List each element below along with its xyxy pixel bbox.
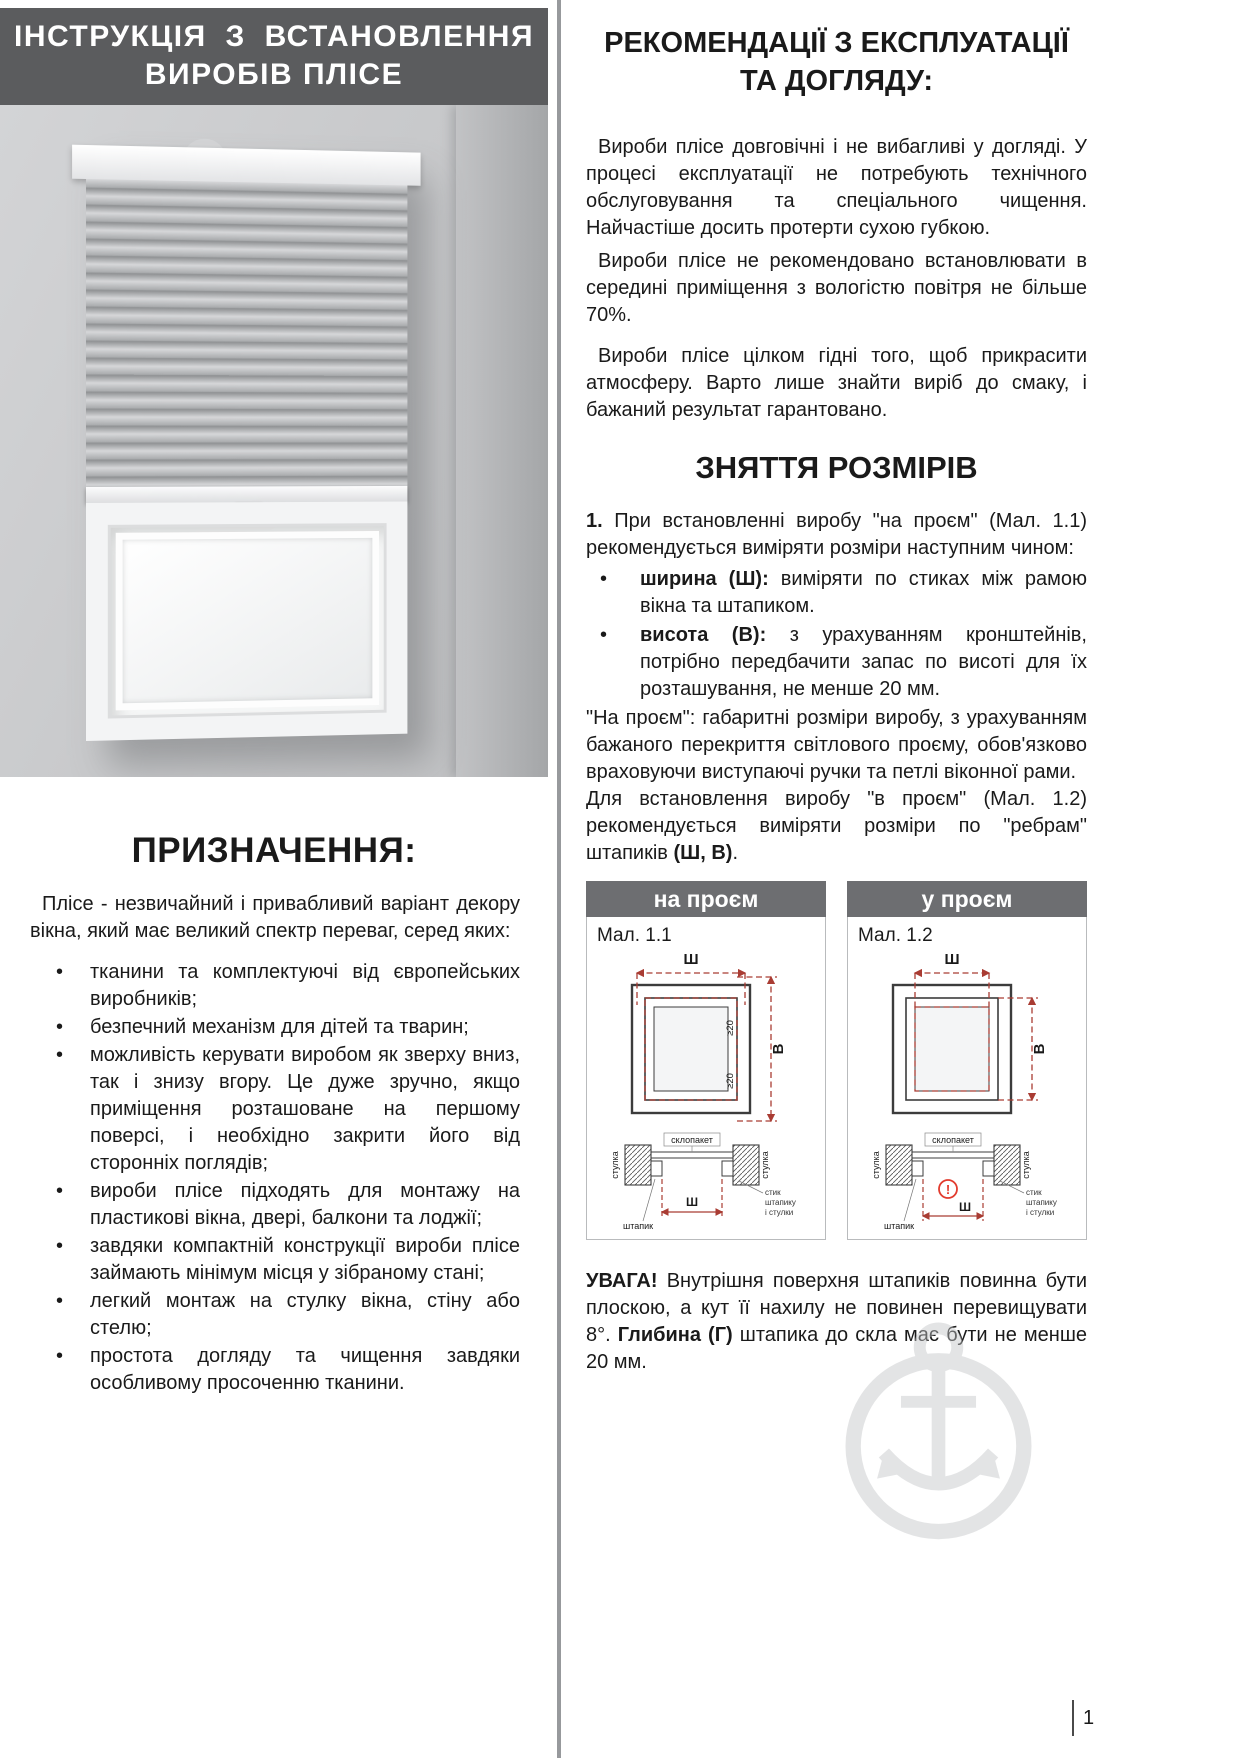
xsec-width-label: Ш	[685, 1195, 699, 1209]
figure-body	[586, 917, 826, 1240]
bullet-text: виміряти по стиках між рамою вікна та штапиком.	[640, 568, 1087, 617]
na-proem-paragraph: "На проєм": габаритні розміри виробу, з урахуванням бажаного перекриття світлового проєму, обов'язково враховуючи виступаючі ручки та петлі віконної рами.	[586, 707, 1087, 783]
list-item: • завдяки компактній конструкції вироби плісе займають мінімум місця у зібраному стані;	[30, 1233, 520, 1287]
xsec-width-label: Ш	[958, 1200, 972, 1214]
care-heading	[586, 24, 1087, 100]
measuring-intro-number: 1.	[586, 510, 603, 532]
list-item: • тканини та комплектуючі від європейських виробників;	[30, 959, 520, 1013]
sklopaket-label: склопакет	[932, 1135, 974, 1145]
product-photo	[0, 105, 548, 777]
measurement-diagram-1-1	[587, 933, 825, 1233]
dim-width-label: Ш	[683, 951, 699, 968]
wall-corner-shadow	[456, 105, 548, 777]
bullet-lead: висота (В):	[640, 624, 767, 646]
figure-header: у проєм	[847, 881, 1087, 917]
v-proem-period: .	[732, 842, 739, 864]
title-banner	[0, 8, 548, 105]
purpose-intro: Плісе - незвичайний і привабливий варіант декору вікна, який має великий спектр переваг, серед яких:	[30, 893, 520, 942]
styk-label-line2: штапику	[1026, 1198, 1057, 1207]
dim-width-label: Ш	[944, 951, 960, 968]
measuring-intro	[586, 508, 1087, 562]
stulka-right-label: стулка	[1021, 1151, 1031, 1179]
figure-body	[847, 917, 1087, 1240]
list-item: • безпечний механізм для дітей та тварин;	[30, 1014, 520, 1041]
list-item: • можливість керувати виробом як зверху вниз, так і знизу вгору. Це дуже зручно, якщо приміщення розташоване на першому поверсі, і необхідно закрити його від сторонніх поглядів;	[30, 1042, 520, 1177]
right-column	[586, 0, 1087, 1396]
shtapyk-label: штапик	[884, 1221, 915, 1231]
purpose-heading: ПРИЗНАЧЕННЯ:	[131, 831, 417, 870]
attention-text-2: штапика до скла має бути не менше 20 мм.	[586, 1324, 1087, 1373]
care-paragraph-1: Вироби плісе довговічні і не вибагливі у догляді. У процесі експлуатації не потребують технічного обслуговування та спеціального чищення. Найчастіше досить протерти сухою губкою.	[586, 136, 1087, 239]
pleated-blind	[86, 179, 407, 487]
page-number: 1	[1083, 1706, 1095, 1729]
styk-label-line1: стик	[1026, 1188, 1042, 1197]
gte20-top-label: ≥20	[725, 1020, 736, 1036]
v-proem-text: Для встановлення виробу "в проєм" (Мал. 1.2) рекомендується виміряти розміри по "ребрам" штапиків	[586, 788, 1087, 864]
dim-height-label: В	[1031, 1043, 1048, 1055]
styk-label-line3: і стулки	[765, 1208, 794, 1217]
attention-text-1: Внутрішня поверхня штапиків повинна бути плоскою, а кут її нахилу не повинен перевищувати 8°.	[586, 1270, 1087, 1346]
column-divider	[557, 0, 561, 1758]
stulka-left-label: стулка	[871, 1151, 881, 1179]
measuring-heading: ЗНЯТТЯ РОЗМІРІВ	[695, 450, 978, 485]
footer-divider	[1072, 1700, 1074, 1736]
care-heading-line2: ТА ДОГЛЯДУ:	[739, 65, 933, 97]
title-line2: ВИРОБІВ ПЛІСЕ	[144, 57, 404, 91]
figure-caption: Мал. 1.1	[597, 925, 672, 946]
list-item: • вироби плісе підходять для монтажу на пластикові вікна, двері, балкони та лоджії;	[30, 1178, 520, 1232]
list-item	[586, 566, 1087, 620]
window-render	[86, 145, 407, 741]
dim-height-label: В	[770, 1043, 787, 1055]
care-paragraph-3: Вироби плісе цілком гідні того, щоб прикрасити атмосферу. Варто лише знайти виріб до смаку, і бажаний результат гарантовано.	[586, 345, 1087, 421]
list-item: • простота догляду та чищення завдяки особливому просоченню тканини.	[30, 1343, 520, 1397]
window-glass	[116, 531, 379, 710]
left-column	[0, 0, 548, 1397]
attention-lead: УВАГА!	[586, 1270, 658, 1292]
care-paragraph-2: Вироби плісе не рекомендовано встановлювати в середині приміщення з вологістю повітря не більше 70%.	[586, 250, 1087, 326]
gte20-bottom-label: ≥20	[725, 1073, 736, 1089]
blind-bottom-rail	[86, 486, 407, 503]
list-item	[586, 622, 1087, 703]
styk-label-line1: стик	[765, 1188, 781, 1197]
v-proem-paragraph	[586, 786, 1087, 867]
measuring-bullet-list	[586, 566, 1087, 703]
figure-header: на проєм	[586, 881, 826, 917]
measurement-diagram-1-2	[848, 933, 1086, 1233]
figure-caption: Мал. 1.2	[858, 925, 933, 946]
title-line1: ІНСТРУКЦІЯ З ВСТАНОВЛЕННЯ	[13, 20, 535, 53]
bullet-lead: ширина (Ш):	[640, 568, 769, 590]
figure-panel-u-proem	[847, 881, 1087, 1240]
attention-depth-term: Глибина (Г)	[617, 1324, 733, 1346]
care-heading-line1: РЕКОМЕНДАЦІЇ З ЕКСПЛУАТАЦІЇ	[604, 27, 1069, 59]
warning-exclamation-icon: !	[945, 1182, 951, 1197]
styk-label-line3: і стулки	[1026, 1208, 1055, 1217]
purpose-bullet-list	[30, 959, 520, 1397]
styk-label-line2: штапику	[765, 1198, 796, 1207]
page-footer	[1072, 1700, 1094, 1736]
stulka-left-label: стулка	[610, 1151, 620, 1179]
shtapyk-label: штапик	[623, 1221, 654, 1231]
stulka-right-label: стулка	[760, 1151, 770, 1179]
figure-panel-na-proem	[586, 881, 826, 1240]
figures-row	[586, 881, 1087, 1240]
v-proem-dims: (Ш, В)	[673, 842, 733, 864]
list-item: • легкий монтаж на стулку вікна, стіну або стелю;	[30, 1288, 520, 1342]
measuring-intro-text: При встановленні виробу "на проєм" (Мал. 1.1) рекомендується виміряти розміри наступним чином:	[586, 510, 1087, 559]
window-sash	[86, 502, 407, 741]
bullet-text: з урахуванням кронштейнів, потрібно передбачити запас по висоті для їх розташування, не менше 20 мм.	[640, 624, 1087, 700]
attention-paragraph	[586, 1268, 1087, 1376]
sklopaket-label: склопакет	[671, 1135, 713, 1145]
